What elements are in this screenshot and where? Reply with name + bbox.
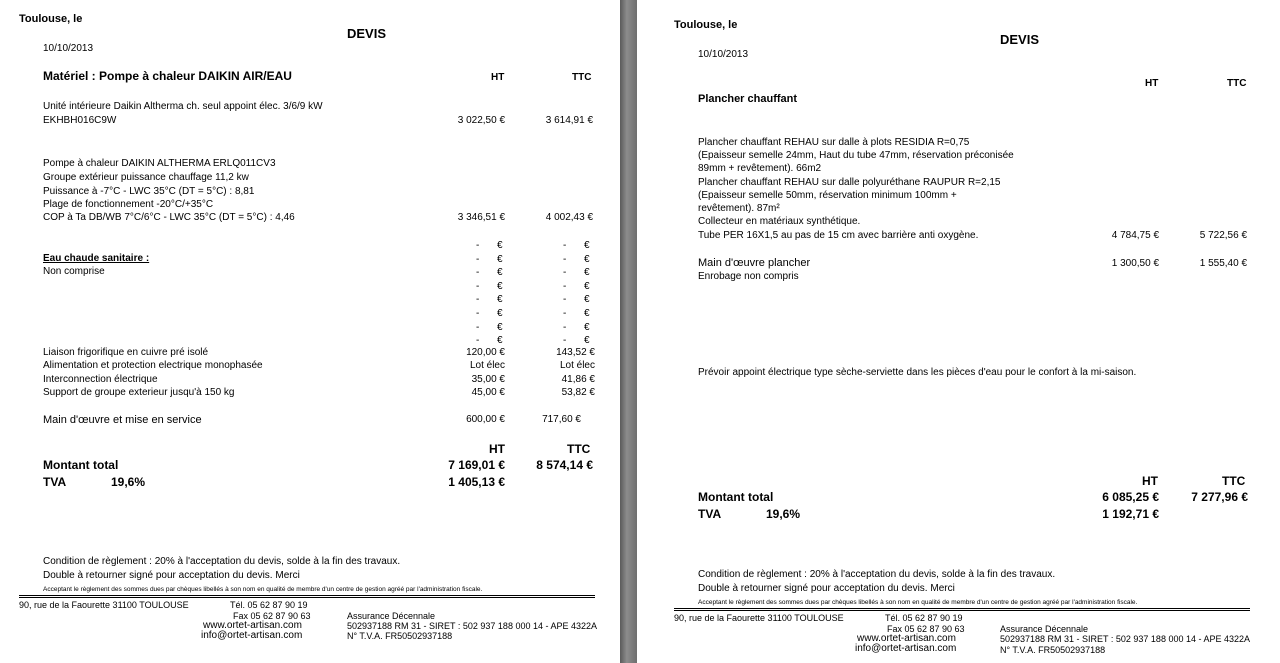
col-ht-header: HT [1145,78,1159,89]
main-oeuvre-label: Main d'œuvre plancher [698,257,811,269]
ht-euro: € [497,335,503,347]
footer-assurance: Assurance Décennale [1000,624,1089,634]
main-oeuvre-label: Main d'œuvre et mise en service [43,414,202,426]
plancher-line: Collecteur en matériaux synthétique. [698,216,861,227]
montant-ttc: 8 574,14 € [536,458,593,472]
footer-tel: Tél. 05 62 87 90 19 [885,613,963,623]
ht-dash: - [476,253,480,265]
plancher-line: (Epaisseur semelle 24mm, Haut du tube 47mm, réservation préconisée [698,150,1014,161]
prevoir-note: Prévoir appoint électrique type sèche-serviette dans les pièces d'eau pour le confort à la mi-saison. [698,367,1137,378]
pompe-line: Pompe à chaleur DAIKIN ALTHERMA ERLQ011CV3 [43,158,276,169]
tva-rate: 19,6% [111,475,146,489]
main-oeuvre-ht: 1 300,50 € [1111,258,1159,269]
ttc-euro: € [584,321,590,333]
item-label: Liaison frigorifique en cuivre pré isolé [43,347,209,358]
fine-print: Acceptant le règlement des sommes dues par chèques libellés à son nom en qualité de membre d'un centre de gestion agréé par l'administration fiscale. [43,586,483,593]
ht-dash: - [476,294,480,306]
section-title: Matériel : Pompe à chaleur DAIKIN AIR/EAU [43,69,292,83]
tva-label: TVA [698,507,722,521]
tva-label: TVA [43,475,67,489]
montant-ht: 6 085,25 € [1102,490,1159,504]
montant-ttc: 7 277,96 € [1191,490,1248,504]
item-ht: 120,00 € [466,347,505,358]
plancher-line: Tube PER 16X1,5 au pas de 15 cm avec barrière anti oxygène. [698,230,979,241]
ttc-dash: - [563,294,567,306]
footer-fax: Fax 05 62 87 90 63 [887,624,965,634]
footer-divider [19,597,595,598]
footer-assurance: Assurance Décennale [347,611,436,621]
plancher-ht: 4 784,75 € [1111,230,1159,241]
fine-print: Acceptant le règlement des sommes dues par chèques libellés à son nom en qualité de membre d'un centre de gestion agréé par l'administration fiscale. [698,599,1138,606]
footer-rm: 502937188 RM 31 - SIRET : 502 937 188 000 14 - APE 4322A [1000,634,1251,644]
page-gutter [620,0,637,663]
footer-divider [674,608,1250,609]
item-ttc: 41,86 € [561,374,595,385]
ht-euro: € [497,321,503,333]
pompe-ttc: 4 002,43 € [545,212,593,223]
ttc-euro: € [584,280,590,292]
date: 10/10/2013 [698,49,749,60]
ttc-dash: - [563,280,567,292]
col-ttc-header: TTC [1227,78,1247,89]
ht-dash: - [476,267,480,279]
ht-euro: € [497,267,503,279]
ttc-euro: € [584,335,590,347]
double-text: Double à retourner signé pour acceptation du devis. Merci [43,570,300,581]
footer-fax: Fax 05 62 87 90 63 [233,611,311,621]
footer-divider [674,610,1250,611]
ttc-dash: - [563,321,567,333]
footer-tva-no: N° T.V.A. FR50502937188 [1000,645,1106,655]
ttc-euro: € [584,267,590,279]
item-ttc: 53,82 € [561,387,595,398]
item-label: Interconnection électrique [43,374,158,385]
ttc-euro: € [584,294,590,306]
city-label: Toulouse, le [674,19,738,31]
main-oeuvre-ht: 600,00 € [466,414,505,425]
pompe-line: Groupe extérieur puissance chauffage 11,2 kw [43,172,249,183]
footer-address: 90, rue de la Faourette 31100 TOULOUSE [19,600,189,610]
item-ht: 45,00 € [471,387,505,398]
ttc-euro: € [584,240,590,251]
main-oeuvre-ttc: 1 555,40 € [1199,258,1247,269]
ttc-dash: - [563,253,567,265]
footer-tva-no: N° T.V.A. FR50502937188 [347,631,453,641]
section-title: Plancher chauffant [698,93,798,105]
unit-line: EKHBH016C9W [43,115,117,126]
pompe-line: Puissance à -7°C - LWC 35°C (DT = 5°C) : 8,81 [43,186,255,197]
condition-text: Condition de règlement : 20% à l'acceptation du devis, solde à la fin des travaux. [43,556,401,567]
ht-dash: - [476,321,480,333]
col-ttc-header: TTC [572,72,592,83]
plancher-line: 89mm + revêtement). 66m2 [698,163,822,174]
plancher-line: Plancher chauffant REHAU sur dalle à plots RESIDIA R=0,75 [698,137,970,148]
unit-line: Unité intérieure Daikin Altherma ch. seul appoint élec. 3/6/9 kW [43,101,323,112]
total-ttc-label: TTC [1222,474,1246,488]
plancher-line: Plancher chauffant REHAU sur dalle polyuréthane RAUPUR R=2,15 [698,177,1001,188]
ttc-dash: - [563,308,567,319]
ht-euro: € [497,253,503,265]
ttc-dash: - [563,240,567,251]
pompe-ht: 3 346,51 € [457,212,505,223]
double-text: Double à retourner signé pour acceptation du devis. Merci [698,583,955,594]
city-label: Toulouse, le [19,13,83,25]
eau-chaude-value: Non comprise [43,266,105,277]
footer-web[interactable]: www.ortet-artisan.com [857,633,956,644]
ttc-dash: - [563,267,567,279]
footer-rm: 502937188 RM 31 - SIRET : 502 937 188 000 14 - APE 4322A [347,621,598,631]
date: 10/10/2013 [43,43,94,54]
doc-title: DEVIS [347,26,387,41]
montant-total-label: Montant total [698,490,774,504]
unit-ht: 3 022,50 € [457,115,505,126]
ttc-euro: € [584,253,590,265]
footer-address: 90, rue de la Faourette 31100 TOULOUSE [674,613,844,623]
item-ht: 35,00 € [471,374,505,385]
item-label: Support de groupe exterieur jusqu'à 150 kg [43,387,235,398]
ht-euro: € [497,280,503,292]
plancher-line: (Epaisseur semelle 50mm, réservation minimum 100mm + [698,190,957,201]
footer-web[interactable]: www.ortet-artisan.com [203,620,302,631]
tva-rate: 19,6% [766,507,801,521]
ttc-dash: - [563,335,567,347]
item-ht: Lot élec [469,360,505,371]
devis-page-1 [0,0,620,663]
montant-total-label: Montant total [43,458,119,472]
pompe-line: Plage de fonctionnement -20°C/+35°C [43,199,214,210]
montant-ht: 7 169,01 € [448,458,505,472]
ht-dash: - [476,240,480,251]
unit-ttc: 3 614,91 € [545,115,593,126]
ttc-euro: € [584,308,590,319]
doc-title: DEVIS [1000,32,1040,47]
ht-euro: € [497,294,503,306]
devis-page-2 [637,0,1280,663]
plancher-line: revêtement). 87m² [698,203,780,214]
item-label: Alimentation et protection electrique monophasée [43,360,263,371]
plancher-ttc: 5 722,56 € [1199,230,1247,241]
main-oeuvre-ttc: 717,60 € [542,414,581,425]
ht-euro: € [497,308,503,319]
eau-chaude-title: Eau chaude sanitaire : [43,253,150,264]
tva-amount: 1 405,13 € [448,475,505,489]
ht-dash: - [476,335,480,347]
footer-tel: Tél. 05 62 87 90 19 [230,600,308,610]
footer-email[interactable]: info@ortet-artisan.com [201,630,303,641]
ht-euro: € [497,240,503,251]
total-ttc-label: TTC [567,442,591,456]
ht-dash: - [476,308,480,319]
pompe-line: COP à Ta DB/WB 7°C/6°C - LWC 35°C (DT = 5°C) : 4,46 [43,212,295,223]
total-ht-label: HT [1142,474,1158,488]
total-ht-label: HT [489,442,505,456]
enrobage-note: Enrobage non compris [698,271,799,282]
footer-divider [19,595,595,596]
tva-amount: 1 192,71 € [1102,507,1159,521]
item-ttc: 143,52 € [556,347,595,358]
condition-text: Condition de règlement : 20% à l'acceptation du devis, solde à la fin des travaux. [698,569,1056,580]
item-ttc: Lot élec [559,360,595,371]
col-ht-header: HT [491,72,505,83]
footer-email[interactable]: info@ortet-artisan.com [855,643,957,654]
ht-dash: - [476,280,480,292]
